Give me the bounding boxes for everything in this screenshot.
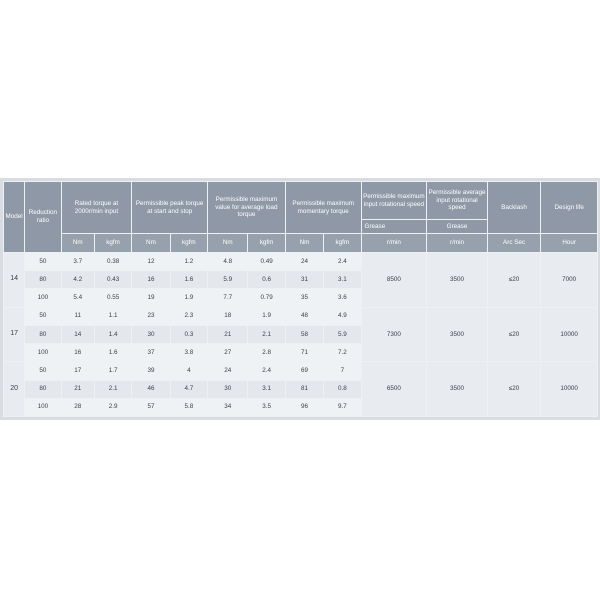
peak-nm-cell: 39: [132, 362, 170, 380]
header-grease-max: Grease: [361, 220, 427, 234]
avg-nm-cell: 24: [208, 362, 248, 380]
ratio-cell: 80: [25, 380, 61, 398]
mom-kgfm-cell: 0.8: [324, 380, 361, 398]
ratio-cell: 50: [25, 307, 61, 325]
avg-kgfm-cell: 3.5: [248, 398, 285, 416]
avg-kgfm-cell: 2.1: [248, 325, 285, 343]
unit-mom-kgfm: kgfm: [324, 234, 361, 253]
rated-kgfm-cell: 0.38: [94, 253, 131, 271]
avg-nm-cell: 4.8: [208, 253, 248, 271]
life-cell: 10000: [541, 362, 598, 417]
avg-kgfm-cell: 0.49: [248, 253, 285, 271]
header-avg-load-torque: Permissible maximum value for average load torque: [208, 182, 286, 234]
unit-peak-nm: Nm: [132, 234, 170, 253]
rated-kgfm-cell: 0.43: [94, 271, 131, 289]
unit-avg-kgfm: kgfm: [248, 234, 285, 253]
unit-peak-kgfm: kgfm: [170, 234, 207, 253]
model-cell: 14: [4, 253, 25, 308]
rated-nm-cell: 16: [61, 344, 94, 362]
header-design-life: Design life: [541, 182, 598, 234]
avg-nm-cell: 34: [208, 398, 248, 416]
unit-mom-nm: Nm: [285, 234, 323, 253]
peak-kgfm-cell: 0.3: [170, 325, 207, 343]
peak-kgfm-cell: 4.7: [170, 380, 207, 398]
model-cell: 17: [4, 307, 25, 362]
peak-nm-cell: 12: [132, 253, 170, 271]
mom-kgfm-cell: 9.7: [324, 398, 361, 416]
peak-kgfm-cell: 3.8: [170, 344, 207, 362]
rated-kgfm-cell: 0.55: [94, 289, 131, 307]
mom-kgfm-cell: 4.9: [324, 307, 361, 325]
max-speed-cell: 8500: [361, 253, 427, 308]
header-backlash: Backlash: [487, 182, 541, 234]
unit-backlash: Arc Sec: [487, 234, 541, 253]
mom-kgfm-cell: 3.6: [324, 289, 361, 307]
table-row: [4, 307, 598, 325]
peak-nm-cell: 57: [132, 398, 170, 416]
peak-kgfm-cell: 1.9: [170, 289, 207, 307]
rated-nm-cell: 3.7: [61, 253, 94, 271]
mom-kgfm-cell: 7: [324, 362, 361, 380]
ratio-cell: 100: [25, 398, 61, 416]
ratio-cell: 50: [25, 362, 61, 380]
table-row: [4, 362, 598, 380]
mom-nm-cell: 35: [285, 289, 323, 307]
mom-nm-cell: 48: [285, 307, 323, 325]
avg-kgfm-cell: 0.79: [248, 289, 285, 307]
mom-kgfm-cell: 3.1: [324, 271, 361, 289]
ratio-cell: 100: [25, 344, 61, 362]
peak-kgfm-cell: 1.6: [170, 271, 207, 289]
peak-kgfm-cell: 2.3: [170, 307, 207, 325]
peak-nm-cell: 19: [132, 289, 170, 307]
ratio-cell: 100: [25, 289, 61, 307]
backlash-cell: ≤20: [487, 307, 541, 362]
ratio-cell: 80: [25, 271, 61, 289]
rated-kgfm-cell: 1.7: [94, 362, 131, 380]
avg-kgfm-cell: 1.9: [248, 307, 285, 325]
avg-nm-cell: 7.7: [208, 289, 248, 307]
rated-nm-cell: 4.2: [61, 271, 94, 289]
unit-rated-kgfm: kgfm: [94, 234, 131, 253]
rated-kgfm-cell: 1.4: [94, 325, 131, 343]
mom-kgfm-cell: 7.2: [324, 344, 361, 362]
unit-max-speed: r/min: [361, 234, 427, 253]
rated-nm-cell: 14: [61, 325, 94, 343]
max-speed-cell: 7300: [361, 307, 427, 362]
peak-kgfm-cell: 5.8: [170, 398, 207, 416]
life-cell: 10000: [541, 307, 598, 362]
mom-kgfm-cell: 5.9: [324, 325, 361, 343]
rated-kgfm-cell: 1.6: [94, 344, 131, 362]
rated-kgfm-cell: 2.1: [94, 380, 131, 398]
avg-kgfm-cell: 3.1: [248, 380, 285, 398]
unit-avg-nm: Nm: [208, 234, 248, 253]
mom-nm-cell: 96: [285, 398, 323, 416]
avg-nm-cell: 5.9: [208, 271, 248, 289]
table-row: [4, 253, 598, 271]
avg-speed-cell: 3500: [427, 253, 488, 308]
rated-kgfm-cell: 2.9: [94, 398, 131, 416]
mom-nm-cell: 24: [285, 253, 323, 271]
peak-nm-cell: 16: [132, 271, 170, 289]
ratio-cell: 80: [25, 325, 61, 343]
spec-table: [3, 181, 598, 417]
avg-speed-cell: 3500: [427, 362, 488, 417]
backlash-cell: ≤20: [487, 253, 541, 308]
avg-kgfm-cell: 2.4: [248, 362, 285, 380]
mom-kgfm-cell: 2.4: [324, 253, 361, 271]
header-momentary-torque: Permissible maximum momentary torque: [285, 182, 361, 234]
avg-speed-cell: 3500: [427, 307, 488, 362]
avg-kgfm-cell: 0.6: [248, 271, 285, 289]
backlash-cell: ≤20: [487, 362, 541, 417]
peak-kgfm-cell: 4: [170, 362, 207, 380]
header-rated-torque: Rated torque at 2000r/min input: [61, 182, 132, 234]
header-peak-torque: Permissible peak torque at start and stop: [132, 182, 208, 234]
mom-nm-cell: 58: [285, 325, 323, 343]
mom-nm-cell: 69: [285, 362, 323, 380]
mom-nm-cell: 31: [285, 271, 323, 289]
rated-nm-cell: 11: [61, 307, 94, 325]
avg-nm-cell: 21: [208, 325, 248, 343]
header-reduction-ratio: Reduction ratio: [25, 182, 61, 253]
peak-nm-cell: 23: [132, 307, 170, 325]
header-model: Model: [4, 182, 25, 253]
rated-kgfm-cell: 1.1: [94, 307, 131, 325]
peak-nm-cell: 46: [132, 380, 170, 398]
mom-nm-cell: 71: [285, 344, 323, 362]
ratio-cell: 50: [25, 253, 61, 271]
life-cell: 7000: [541, 253, 598, 308]
peak-kgfm-cell: 1.2: [170, 253, 207, 271]
header-avg-input-speed: Permissible average input rotational speed: [427, 182, 488, 220]
mom-nm-cell: 81: [285, 380, 323, 398]
rated-nm-cell: 17: [61, 362, 94, 380]
avg-nm-cell: 30: [208, 380, 248, 398]
unit-rated-nm: Nm: [61, 234, 94, 253]
model-cell: 20: [4, 362, 25, 417]
rated-nm-cell: 21: [61, 380, 94, 398]
unit-life: Hour: [541, 234, 598, 253]
avg-nm-cell: 27: [208, 344, 248, 362]
peak-nm-cell: 30: [132, 325, 170, 343]
rated-nm-cell: 5.4: [61, 289, 94, 307]
peak-nm-cell: 37: [132, 344, 170, 362]
avg-nm-cell: 18: [208, 307, 248, 325]
rated-nm-cell: 28: [61, 398, 94, 416]
unit-avg-speed: r/min: [427, 234, 488, 253]
max-speed-cell: 6500: [361, 362, 427, 417]
avg-kgfm-cell: 2.8: [248, 344, 285, 362]
header-grease-avg: Grease: [427, 220, 488, 234]
header-max-input-speed: Permissible maximum input rotational speed: [361, 182, 427, 220]
